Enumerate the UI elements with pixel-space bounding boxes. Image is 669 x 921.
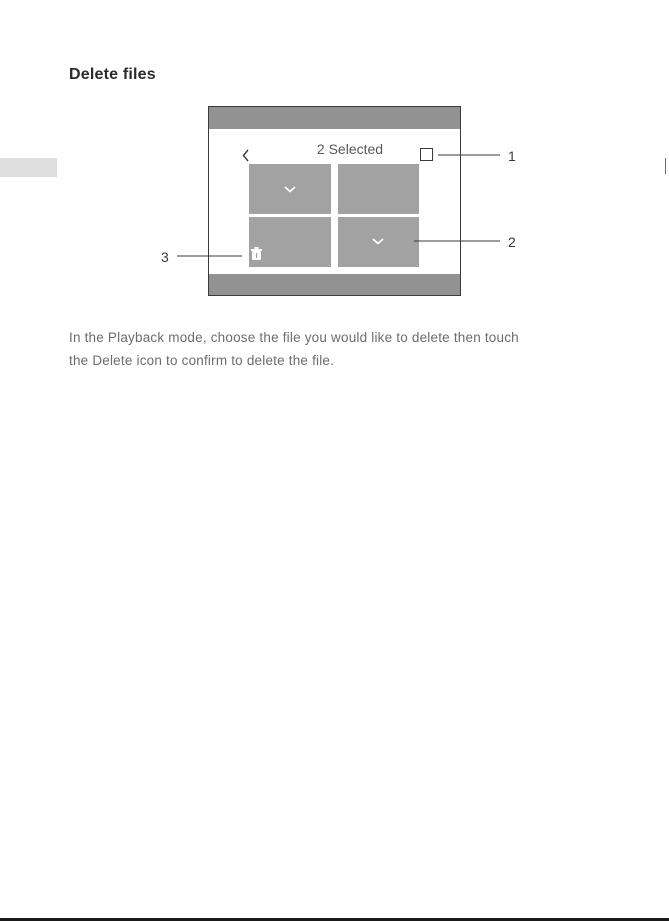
thumbnail-1[interactable]	[249, 164, 331, 214]
instruction-line-1: In the Playback mode, choose the file you would like to delete then touch	[69, 330, 519, 345]
thumbnail-2[interactable]	[338, 164, 419, 214]
screen-frame	[209, 107, 461, 296]
screen-top-bar	[209, 107, 460, 129]
callout-number-1: 1	[508, 148, 516, 164]
section-title: Delete files	[69, 66, 156, 83]
delete-files-illustration	[0, 0, 669, 310]
thumbnail-3[interactable]	[249, 217, 331, 267]
callout-number-2: 2	[508, 234, 516, 250]
callout-number-3: 3	[161, 249, 169, 265]
screen-bottom-bar	[209, 274, 460, 295]
instruction-paragraph	[69, 326, 609, 372]
checkbox-icon[interactable]	[421, 149, 433, 161]
instruction-line-2: the Delete icon to confirm to delete the file.	[69, 353, 335, 368]
selected-count-label: 2 Selected	[316, 141, 384, 157]
